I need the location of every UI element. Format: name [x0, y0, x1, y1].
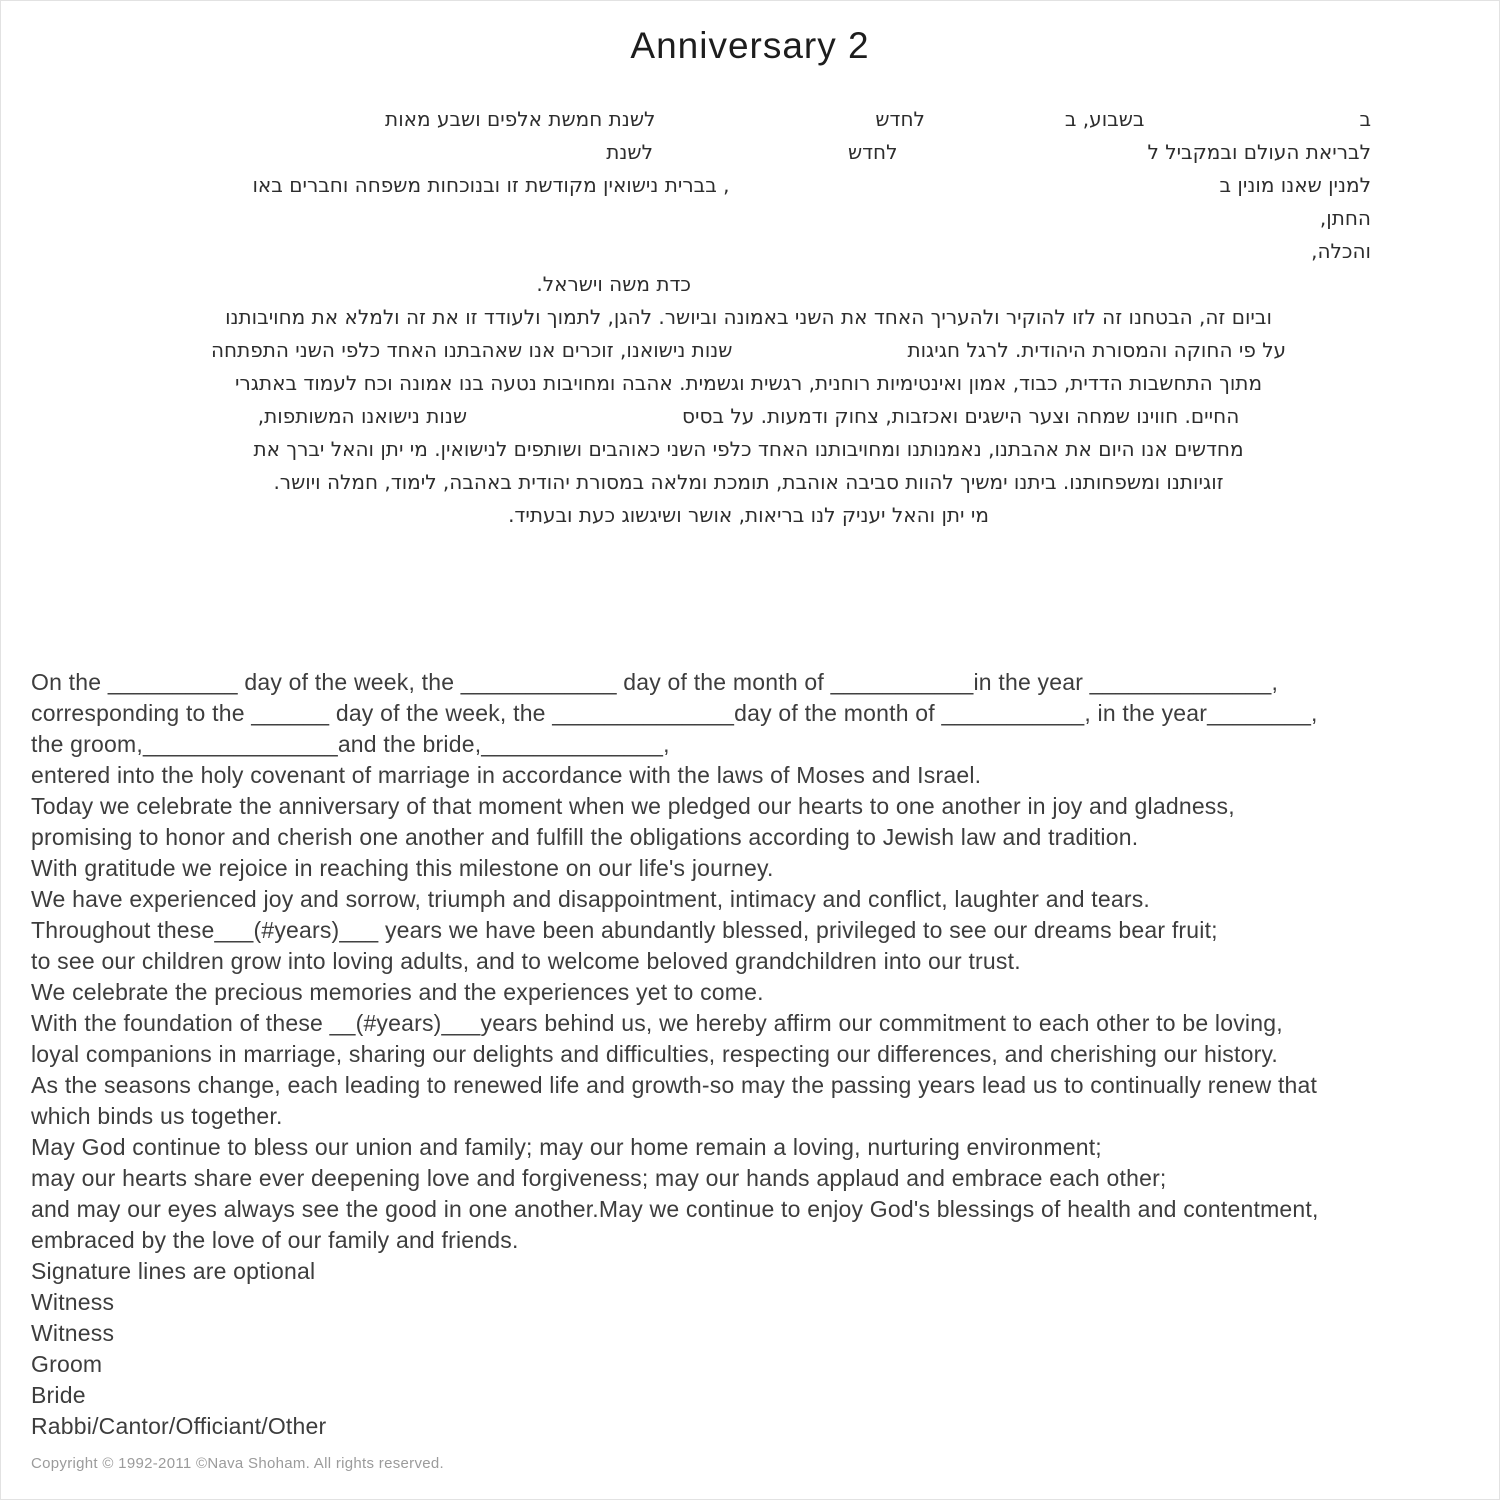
english-text-line: the groom,_______________and the bride,______________, — [31, 731, 670, 757]
english-text-line: As the seasons change, each leading to renewed life and growth-so may the passing years lead us to continually renew that — [31, 1072, 1318, 1098]
hebrew-text: על פי החוקה והמסורת היהודית. לרגל חגיגות — [907, 338, 1287, 362]
hebrew-bride-line — [126, 235, 1371, 268]
hebrew-text: ב — [1359, 107, 1371, 131]
hebrew-text: החתן, — [1319, 206, 1371, 230]
hebrew-text: לחדש — [847, 140, 898, 164]
hebrew-text: לחדש — [875, 107, 925, 131]
english-text-line: may our hearts share ever deepening love and forgiveness; may our hands applaud and embrace each other; — [31, 1165, 1167, 1191]
english-section — [31, 667, 1481, 1442]
english-body — [31, 667, 1481, 1256]
hebrew-text: וביום זה, הבטחנו זה לזו להוקיר ולהעריך האחד את השני באמונה וביושר. להגן, לתמוך ולעודד זו את זה ולמלא את מחויבותנו — [225, 305, 1272, 329]
english-text-line: entered into the holy covenant of marriage in accordance with the laws of Moses and Israel. — [31, 762, 982, 788]
hebrew-text: שנות נישואנו, זוכרים אנו שאהבתנו האחד כלפי השני התפתחה — [210, 338, 733, 362]
hebrew-text: מי יתן והאל יעניק לנו בריאות, אושר ושיגשוג כעת ובעתיד. — [508, 503, 989, 527]
english-text-line: loyal companions in marriage, sharing our delights and difficulties, respecting our differences, and cherishing our history. — [31, 1041, 1279, 1067]
hebrew-paragraph-line — [126, 433, 1371, 466]
signature-label: Witness — [31, 1320, 115, 1346]
hebrew-text: מתוך התחשבות הדדית, כבוד, אמון ואינטימיות רוחנית, רגשית וגשמית. אהבה ומחויבות נטעה בנו אמונה וכח לעמוד באתגרי — [234, 371, 1263, 395]
hebrew-paragraph-line — [126, 466, 1371, 499]
hebrew-text: למנין שאנו מונין ב — [1219, 173, 1371, 197]
english-text-line: embraced by the love of our family and friends. — [31, 1227, 519, 1253]
hebrew-section — [126, 103, 1371, 532]
english-text-line: May God continue to bless our union and family; may our home remain a loving, nurturing environment; — [31, 1134, 1102, 1160]
english-text-line: On the __________ day of the week, the ____________ day of the month of ___________in the year ______________, — [31, 669, 1279, 695]
hebrew-text: החיים. חווינו שמחה וצער הישגים ואכזבות, צחוק ודמעות. על בסיס — [682, 404, 1240, 428]
hebrew-header-line — [126, 136, 1371, 169]
signature-label: Bride — [31, 1382, 86, 1408]
hebrew-text: והכלה, — [1311, 239, 1371, 263]
signature-label: Rabbi/Cantor/Officiant/Other — [31, 1413, 327, 1439]
hebrew-text: לשנת — [606, 140, 653, 164]
english-text-line: promising to honor and cherish one another and fulfill the obligations according to Jewish law and tradition. — [31, 824, 1139, 850]
signature-lines — [31, 1287, 1481, 1442]
hebrew-text: כדת משה וישראל. — [536, 272, 691, 296]
hebrew-paragraph-line — [126, 400, 1371, 433]
english-text-line: Throughout these___(#years)___ years we have been abundantly blessed, privileged to see our dreams bear fruit; — [31, 917, 1218, 943]
english-text-line: We have experienced joy and sorrow, triumph and disappointment, intimacy and conflict, laughter and tears. — [31, 886, 1151, 912]
hebrew-text: מחדשים אנו היום את אהבתנו, נאמנותנו ומחויבותנו האחד כלפי השני כאוהבים ושותפים לנישואין. מי יתן והאל יברך את — [253, 437, 1244, 461]
hebrew-text: לבריאת העולם ובמקביל ל — [1147, 140, 1371, 164]
hebrew-header-line — [126, 103, 1371, 136]
english-text-line: to see our children grow into loving adults, and to welcome beloved grandchildren into our trust. — [31, 948, 1021, 974]
english-text-line: and may our eyes always see the good in one another.May we continue to enjoy God's blessings of health and contentment, — [31, 1196, 1319, 1222]
hebrew-groom-line — [126, 202, 1371, 235]
english-text-line: With gratitude we rejoice in reaching this milestone on our life's journey. — [31, 855, 774, 881]
english-text-line: Today we celebrate the anniversary of that moment when we pledged our hearts to one another in joy and gladness, — [31, 793, 1235, 819]
hebrew-law-line — [126, 268, 1371, 301]
english-text-line: corresponding to the ______ day of the week, the ______________day of the month of ___________, in the year________, — [31, 700, 1318, 726]
signature-label: Witness — [31, 1289, 115, 1315]
hebrew-paragraph-line — [126, 301, 1371, 334]
copyright: Copyright © 1992-2011 ©Nava Shoham. All rights reserved. — [31, 1455, 444, 1472]
hebrew-text: בשבוע, ב — [1064, 107, 1145, 131]
hebrew-text: , בברית נישואין מקודשת זו ובנוכחות משפחה וחברים באו — [252, 173, 730, 197]
hebrew-paragraph-line — [126, 367, 1371, 400]
signature-note: Signature lines are optional — [31, 1258, 316, 1284]
signature-label: Groom — [31, 1351, 103, 1377]
english-text-line: which binds us together. — [31, 1103, 283, 1129]
hebrew-text: שנות נישואנו המשותפות, — [257, 404, 468, 428]
hebrew-paragraph-line — [126, 499, 1371, 532]
hebrew-text: לשנת חמשת אלפים ושבע מאות — [385, 107, 656, 131]
hebrew-paragraph-line — [126, 334, 1371, 367]
english-text-line: With the foundation of these __(#years)___years behind us, we hereby affirm our commitment to each other to be loving, — [31, 1010, 1283, 1036]
hebrew-text: זוגיותנו ומשפחותנו. ביתנו ימשיך להוות סביבה אוהבת, תומכת ומלאה במסורת יהודית באהבה, לימוד, חמלה ויושר. — [273, 470, 1224, 494]
hebrew-header-line — [126, 169, 1371, 202]
page-title: Anniversary 2 — [630, 25, 870, 66]
english-text-line: We celebrate the precious memories and the experiences yet to come. — [31, 979, 764, 1005]
